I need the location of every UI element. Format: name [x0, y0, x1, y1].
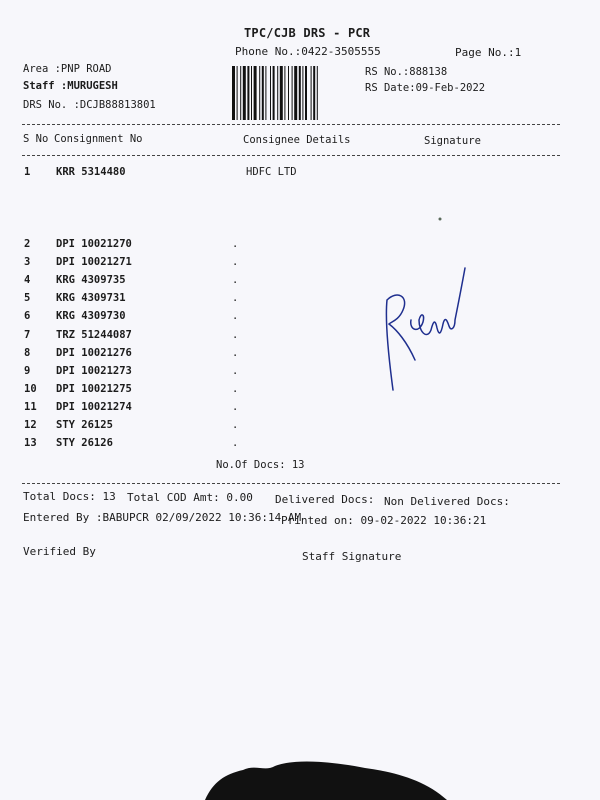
barcode-bar	[288, 66, 289, 120]
row-details: .	[232, 238, 239, 250]
barcode-bar	[247, 66, 249, 120]
row-details: .	[232, 274, 239, 286]
row-consignment: DPI 10021276	[56, 347, 132, 359]
barcode-bar	[284, 66, 285, 120]
barcode-bar	[311, 66, 312, 120]
barcode-bar	[305, 66, 307, 120]
barcode-bar	[251, 66, 252, 120]
barcode	[232, 66, 352, 120]
page-number: Page No.:1	[455, 46, 522, 59]
barcode-bar	[237, 66, 238, 120]
barcode-bar	[259, 66, 260, 120]
row-sno: 7	[24, 329, 31, 341]
barcode-bar	[317, 66, 318, 120]
row-sno: 13	[24, 437, 37, 449]
row-consignment: DPI 10021275	[56, 383, 132, 395]
row-consignment: DPI 10021270	[56, 238, 132, 250]
column-signature: Signature	[424, 135, 481, 147]
rs-date: RS Date:09-Feb-2022	[365, 82, 486, 94]
row-details: .	[232, 310, 239, 322]
row-details: HDFC LTD	[246, 166, 297, 178]
table-row	[22, 437, 542, 455]
row-sno: 1	[24, 166, 31, 178]
barcode-bar	[265, 66, 266, 120]
row-consignment: STY 26125	[56, 419, 113, 431]
row-details: .	[232, 419, 239, 431]
printed-on: Printed on: 09-02-2022 10:36:21	[281, 514, 487, 527]
drs-number: DRS No. :DCJB88813801	[23, 99, 156, 111]
barcode-bar	[292, 66, 293, 120]
barcode-bar	[273, 66, 275, 120]
scan-shadow	[195, 752, 455, 800]
row-consignment: KRG 4309730	[56, 310, 126, 322]
divider	[22, 483, 560, 484]
staff-label: Staff :MURUGESH	[23, 80, 118, 92]
verified-by: Verified By	[23, 545, 96, 558]
divider	[22, 124, 560, 125]
row-sno: 12	[24, 419, 37, 431]
barcode-bar	[313, 66, 315, 120]
non-delivered-docs: Non Delivered Docs:	[384, 495, 510, 508]
row-details: .	[232, 401, 239, 413]
divider	[22, 155, 560, 156]
row-consignment: KRG 4309731	[56, 292, 126, 304]
column-consignee: Consignee Details	[243, 134, 351, 146]
table-row	[22, 166, 542, 184]
staff-signature: Staff Signature	[302, 550, 402, 563]
row-sno: 10	[24, 383, 37, 395]
row-details: .	[232, 365, 239, 377]
row-details: .	[232, 347, 239, 359]
row-consignment: KRR 5314480	[56, 166, 126, 178]
row-consignment: DPI 10021271	[56, 256, 132, 268]
table-row	[22, 401, 542, 419]
row-sno: 8	[24, 347, 31, 359]
row-sno: 6	[24, 310, 31, 322]
row-sno: 9	[24, 365, 31, 377]
row-sno: 3	[24, 256, 31, 268]
entered-by: Entered By :BABUPCR 02/09/2022 10:36:14 AM	[23, 511, 302, 524]
row-sno: 11	[24, 401, 37, 413]
column-sno: S No	[23, 133, 49, 145]
row-consignment: DPI 10021274	[56, 401, 132, 413]
no-of-docs: No.Of Docs: 13	[216, 459, 305, 471]
rs-number: RS No.:888138	[365, 66, 448, 78]
row-consignment: STY 26126	[56, 437, 113, 449]
row-details: .	[232, 292, 239, 304]
signature-scribble	[375, 250, 485, 400]
barcode-bar	[280, 66, 283, 120]
barcode-bar	[262, 66, 264, 120]
row-consignment: DPI 10021273	[56, 365, 132, 377]
row-details: .	[232, 256, 239, 268]
barcode-bar	[294, 66, 297, 120]
barcode-bar	[299, 66, 301, 120]
row-sno: 2	[24, 238, 31, 250]
barcode-bar	[302, 66, 303, 120]
total-docs: Total Docs: 13	[23, 490, 116, 503]
barcode-bar	[254, 66, 257, 120]
ink-dot	[436, 214, 446, 224]
row-consignment: TRZ 51244087	[56, 329, 132, 341]
document-title: TPC/CJB DRS - PCR	[244, 26, 371, 40]
row-sno: 4	[24, 274, 31, 286]
row-consignment: KRG 4309735	[56, 274, 126, 286]
row-details: .	[232, 437, 239, 449]
phone-number: Phone No.:0422-3505555	[235, 45, 381, 58]
area-label: Area :PNP ROAD	[23, 63, 112, 75]
row-details: .	[232, 383, 239, 395]
barcode-bar	[270, 66, 271, 120]
barcode-bar	[277, 66, 278, 120]
delivered-docs: Delivered Docs:	[275, 493, 375, 506]
column-consignment: Consignment No	[54, 133, 143, 145]
table-row	[22, 419, 542, 437]
row-sno: 5	[24, 292, 31, 304]
barcode-bar	[243, 66, 246, 120]
barcode-bar	[240, 66, 241, 120]
barcode-bar	[232, 66, 235, 120]
total-cod: Total COD Amt: 0.00	[127, 491, 253, 504]
row-details: .	[232, 329, 239, 341]
